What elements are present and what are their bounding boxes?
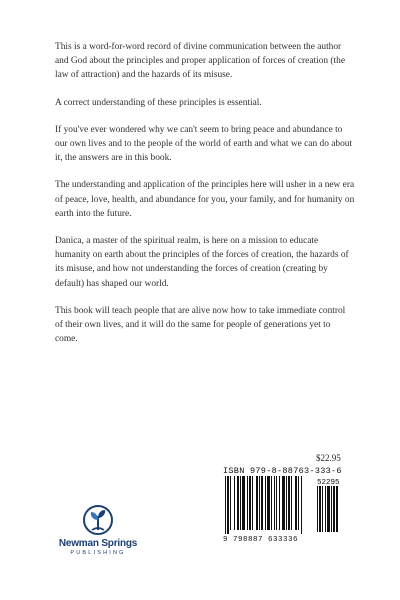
publisher-name: Newman Springs (58, 538, 138, 549)
publisher-subtitle: PUBLISHING (70, 550, 126, 556)
barcode-graphic (223, 476, 347, 536)
cover-blurb (55, 40, 355, 359)
blurb-paragraph-3: If you've ever wondered why we can't seem to bring peace and abundance to our own lives and to the people of the world of earth and what we can do about it, the answers are in this book. (55, 124, 353, 164)
blurb-paragraph-5: Danica, a master of the spiritual realm, is here on a mission to educate humanity on earth about the principles of the forces of creation, the hazards of its misuse, and how not understanding the forces of creation (creating by default) has shaped our world. (55, 236, 349, 289)
barcode-addon-digits: 52295 (317, 479, 340, 487)
blurb-paragraph-1: This is a word-for-word record of divine communication between the author and God about the principles and proper application of forces of creation (the law of attraction) and the hazards of its misuse. (55, 42, 345, 81)
barcode-digits: 9 798887 633336 (223, 536, 299, 544)
price-label: $22.95 (316, 453, 341, 463)
blurb-paragraph-4: The understanding and application of the principles here will usher in a new era of peace, love, health, and abundance for you, your family, and for humanity on earth into the future. (55, 180, 355, 219)
publisher-logo (56, 503, 140, 556)
isbn-label: ISBN 979-8-88763-333-6 (223, 466, 342, 476)
blurb-paragraph-6: This book will teach people that are alive now how to take immediate control of their own lives, and it will do the same for people of generations yet to come. (55, 305, 346, 345)
isbn-barcode (223, 466, 347, 546)
sprouting-plant-icon (81, 503, 115, 537)
blurb-paragraph-2: A correct understanding of these principles is essential. (55, 97, 262, 108)
